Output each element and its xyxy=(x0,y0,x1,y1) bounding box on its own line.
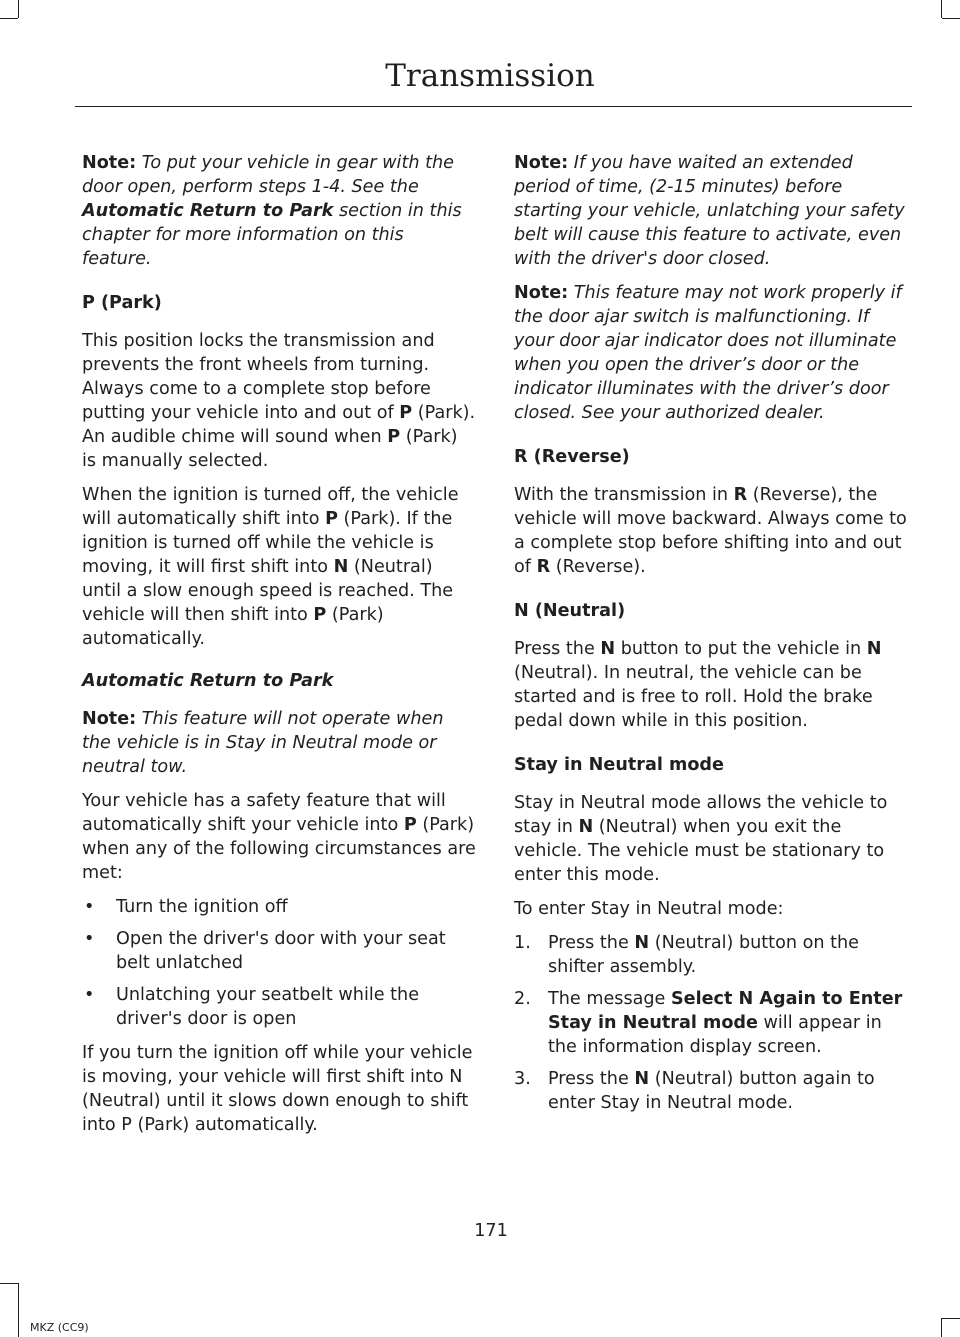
step-number: 1. xyxy=(514,933,531,953)
bullet-icon: • xyxy=(84,985,95,1005)
list-item: 2. The message Select N Again to Enter Stay in Neutral mode will appear in the information display screen. xyxy=(514,989,903,1057)
note-paragraph: Note: If you have waited an extended period of time, (2-15 minutes) before starting your vehicle, unlatching your safety belt will cause this feature to activate, even with the driver's door closed. xyxy=(514,153,905,269)
crop-mark xyxy=(942,1318,960,1319)
crop-mark xyxy=(0,18,18,19)
step-number: 3. xyxy=(514,1069,531,1089)
header-divider xyxy=(75,106,912,107)
page-title: Transmission xyxy=(385,58,595,94)
body-paragraph: With the transmission in R (Reverse), the vehicle will move backward. Always come to a complete stop before shifting into and out of R (Reverse). xyxy=(514,485,907,577)
section-heading-park: P (Park) xyxy=(82,293,162,313)
body-paragraph: Press the N button to put the vehicle in N (Neutral). In neutral, the vehicle can be started and is free to roll. Hold the brake pedal down while in this position. xyxy=(514,639,882,731)
note-paragraph: Note: This feature may not work properly if the door ajar switch is malfunctioning. If your door ajar indicator does not illuminate when you open the driver’s door or the indicator illuminates with the driver’s door closed. See your authorized dealer. xyxy=(514,283,902,423)
list-item: 3. Press the N (Neutral) button again to enter Stay in Neutral mode. xyxy=(514,1069,875,1113)
body-paragraph: Your vehicle has a safety feature that will automatically shift your vehicle into P (Park) when any of the following circumstances are met: xyxy=(82,791,476,883)
body-paragraph: If you turn the ignition off while your vehicle is moving, your vehicle will first shift into N (Neutral) until it slows down enough to shift into P (Park) automatically. xyxy=(82,1043,473,1135)
list-item: 1. Press the N (Neutral) button on the shifter assembly. xyxy=(514,933,859,977)
bullet-list xyxy=(82,895,477,1031)
crop-mark xyxy=(18,1283,19,1337)
body-paragraph: This position locks the transmission and prevents the front wheels from turning. Always come to a complete stop before putting your vehicle into and out of P (Park). An audible chime will sound when P (Park) is manually selected. xyxy=(82,331,476,471)
model-code: MKZ (CC9) xyxy=(30,1321,89,1334)
section-heading-reverse: R (Reverse) xyxy=(514,447,630,467)
bullet-icon: • xyxy=(84,929,95,949)
left-column xyxy=(82,151,477,1147)
list-item: • Unlatching your seatbelt while the driver's door is open xyxy=(84,985,420,1029)
right-column xyxy=(514,151,909,1125)
bullet-icon: • xyxy=(84,897,95,917)
crop-mark xyxy=(941,1318,942,1337)
numbered-list xyxy=(514,931,909,1115)
section-heading-auto-return: Automatic Return to Park xyxy=(82,671,334,691)
crop-mark xyxy=(942,18,960,19)
crop-mark xyxy=(18,0,19,18)
list-item: • Turn the ignition off xyxy=(84,897,288,917)
note-paragraph: Note: This feature will not operate when the vehicle is in Stay in Neutral mode or neutral tow. xyxy=(82,709,444,777)
section-heading-stay-in-neutral: Stay in Neutral mode xyxy=(514,755,724,775)
body-paragraph: To enter Stay in Neutral mode: xyxy=(514,899,784,919)
section-heading-neutral: N (Neutral) xyxy=(514,601,626,621)
crop-mark xyxy=(941,0,942,18)
page-number: 171 xyxy=(474,1221,508,1241)
note-paragraph: Note: To put your vehicle in gear with the door open, perform steps 1-4. See the Automatic Return to Park section in this chapter for more information on this feature. xyxy=(82,153,462,269)
list-item: • Open the driver's door with your seat belt unlatched xyxy=(84,929,446,973)
body-paragraph: When the ignition is turned off, the vehicle will automatically shift into P (Park). If the ignition is turned off while the vehicle is moving, it will first shift into N (Neutral) until a slow enough speed is reached. The vehicle will then shift into P (Park) automatically. xyxy=(82,485,459,649)
step-number: 2. xyxy=(514,989,531,1009)
body-paragraph: Stay in Neutral mode allows the vehicle to stay in N (Neutral) when you exit the vehicle. The vehicle must be stationary to enter this mode. xyxy=(514,793,888,885)
crop-mark xyxy=(0,1283,18,1284)
section-reference: Automatic Return to Park xyxy=(82,201,334,221)
